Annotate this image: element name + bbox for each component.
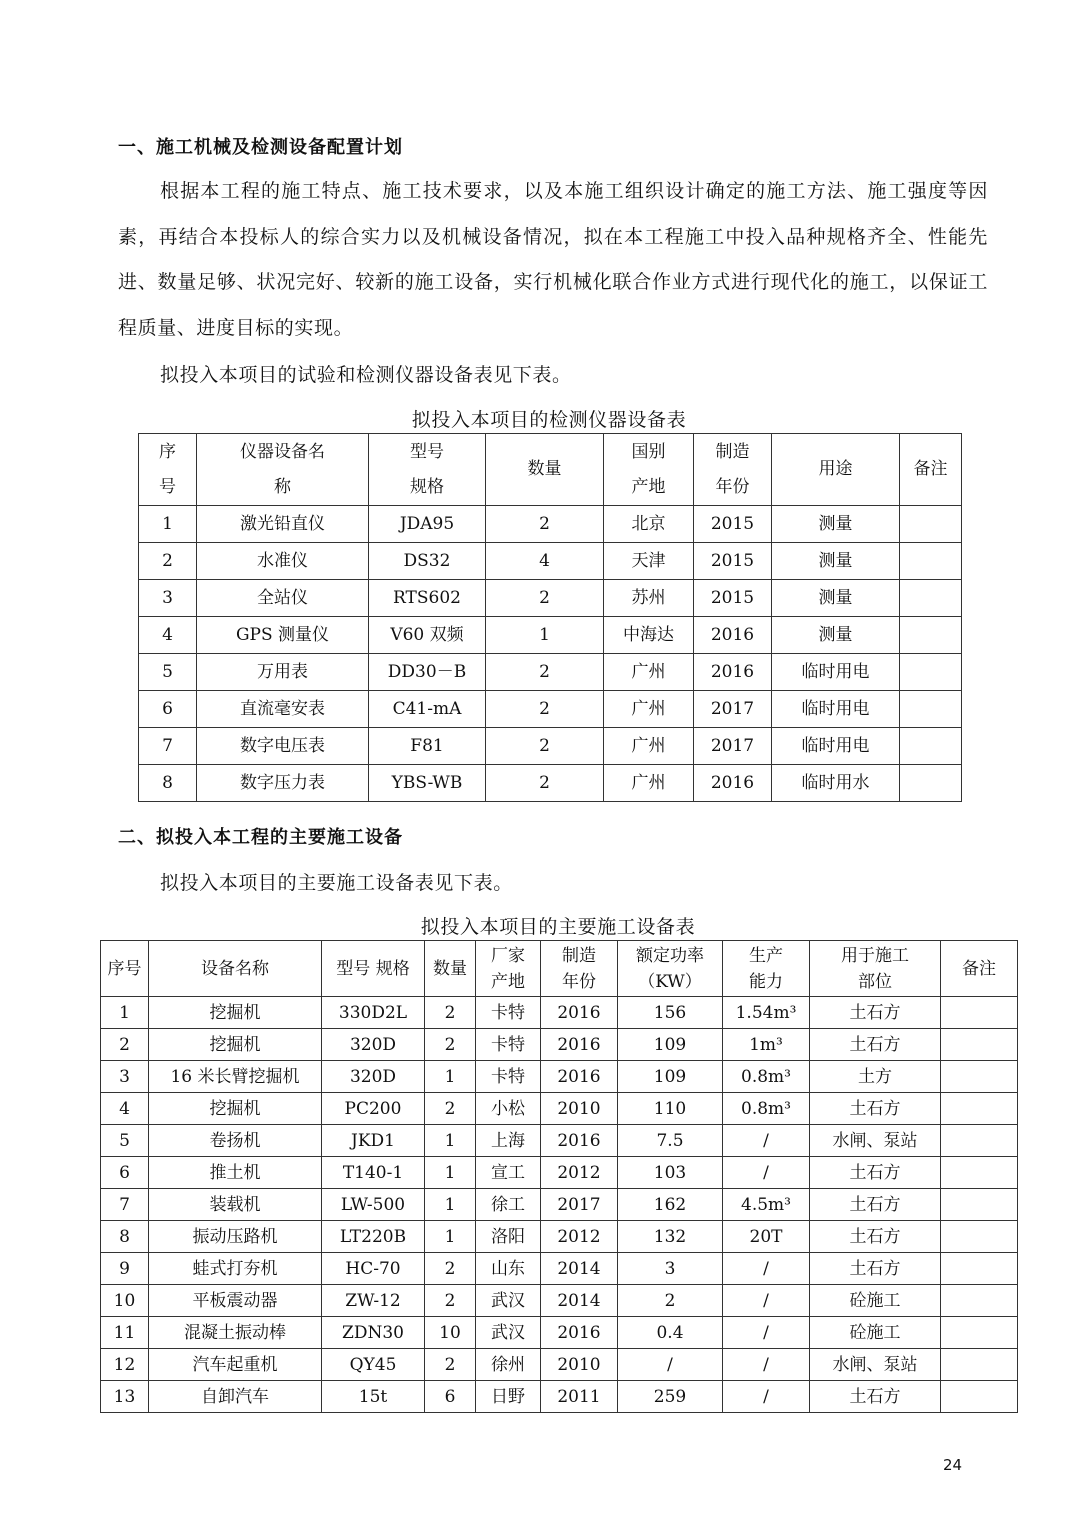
table1-cell [900, 765, 962, 802]
table2-cell: T140-1 [322, 1157, 425, 1189]
table2-cell: 砼施工 [810, 1317, 941, 1349]
table2-cell: 110 [618, 1093, 723, 1125]
table2-cell: 上海 [476, 1125, 541, 1157]
table2-cell: 109 [618, 1029, 723, 1061]
table1-cell: C41-mA [369, 691, 486, 728]
page-number: 24 [943, 1456, 963, 1474]
table2-cell: 11 [101, 1317, 149, 1349]
table1-cell: 广州 [604, 765, 694, 802]
table1-header-cell: 制造年份 [694, 434, 772, 506]
table1-cell: JDA95 [369, 506, 486, 543]
table1-cell: V60 双频 [369, 617, 486, 654]
table1-cell: 北京 [604, 506, 694, 543]
table2-cell: 土方 [810, 1061, 941, 1093]
table2-cell [941, 1221, 1018, 1253]
table2-cell: 10 [425, 1317, 476, 1349]
table1-cell: 直流毫安表 [197, 691, 369, 728]
table1-cell [900, 506, 962, 543]
table2-cell: 1 [425, 1221, 476, 1253]
table2-cell: 平板震动器 [149, 1285, 322, 1317]
construction-equipment-table [100, 940, 1018, 1413]
table1-cell: 临时用水 [772, 765, 900, 802]
table2-cell: 装载机 [149, 1189, 322, 1221]
table2-cell: 320D [322, 1061, 425, 1093]
table1-cell [900, 617, 962, 654]
table2-row [101, 1093, 1018, 1125]
table2-cell: 汽车起重机 [149, 1349, 322, 1381]
table2-cell: 水闸、泵站 [810, 1125, 941, 1157]
table2-cell: 土石方 [810, 1029, 941, 1061]
table1-header-cell: 型号规格 [369, 434, 486, 506]
table1-cell [900, 654, 962, 691]
table2-cell: 10 [101, 1285, 149, 1317]
section2-heading: 二、拟投入本工程的主要施工设备 [118, 827, 403, 848]
table2-cell [941, 1349, 1018, 1381]
table2-cell [941, 997, 1018, 1029]
table2-cell: 武汉 [476, 1285, 541, 1317]
table2-cell [941, 1317, 1018, 1349]
table2-cell: 1 [425, 1061, 476, 1093]
table2-cell: 4.5m³ [723, 1189, 810, 1221]
table2-cell: / [723, 1253, 810, 1285]
table2-header-cell: 制造年份 [541, 941, 618, 997]
table2-cell: 徐工 [476, 1189, 541, 1221]
table1-cell: 广州 [604, 728, 694, 765]
table2-cell: 土石方 [810, 1221, 941, 1253]
table1-cell [900, 580, 962, 617]
table2-row [101, 1381, 1018, 1413]
table2-cell: 3 [618, 1253, 723, 1285]
table2-cell: 259 [618, 1381, 723, 1413]
table1-row [139, 765, 962, 802]
table2-cell: 3 [101, 1061, 149, 1093]
table2-cell: 12 [101, 1349, 149, 1381]
table1-header-cell: 仪器设备名称 [197, 434, 369, 506]
table2-cell: / [723, 1285, 810, 1317]
table1-row [139, 580, 962, 617]
table2-row [101, 1189, 1018, 1221]
table2-cell: 13 [101, 1381, 149, 1413]
table2-cell: 徐州 [476, 1349, 541, 1381]
table1-cell: 万用表 [197, 654, 369, 691]
table1-cell: 测量 [772, 617, 900, 654]
table2-cell [941, 1189, 1018, 1221]
table2-cell: 卡特 [476, 997, 541, 1029]
section1-intro: 拟投入本项目的试验和检测仪器设备表见下表。 [160, 364, 572, 386]
table2-cell: 0.8m³ [723, 1093, 810, 1125]
table2-cell: / [723, 1349, 810, 1381]
table1-cell: 5 [139, 654, 197, 691]
table2-cell: 洛阳 [476, 1221, 541, 1253]
table1-cell: 2 [486, 580, 604, 617]
table2-cell: 振动压路机 [149, 1221, 322, 1253]
table2-cell [941, 1061, 1018, 1093]
table2-cell: 2 [425, 997, 476, 1029]
table1-cell: 临时用电 [772, 728, 900, 765]
table1-cell: 临时用电 [772, 654, 900, 691]
table2-cell: 土石方 [810, 997, 941, 1029]
table2-cell: 2014 [541, 1285, 618, 1317]
table2-cell: 2 [101, 1029, 149, 1061]
table1-row [139, 617, 962, 654]
table2-cell: 1m³ [723, 1029, 810, 1061]
table1-cell: 2 [486, 691, 604, 728]
table1-cell: 2 [486, 654, 604, 691]
table2-cell: 2016 [541, 1125, 618, 1157]
table1-cell: RTS602 [369, 580, 486, 617]
table1-cell: 1 [486, 617, 604, 654]
table2-cell: 109 [618, 1061, 723, 1093]
table2-cell: 山东 [476, 1253, 541, 1285]
table1-cell: 临时用电 [772, 691, 900, 728]
table2-cell: 7 [101, 1189, 149, 1221]
table1-cell: 数字电压表 [197, 728, 369, 765]
table2-cell: 7.5 [618, 1125, 723, 1157]
table2-cell: 自卸汽车 [149, 1381, 322, 1413]
table2-cell: 2017 [541, 1189, 618, 1221]
table2-cell: 15t [322, 1381, 425, 1413]
table2-header-cell: 设备名称 [149, 941, 322, 997]
table1-title: 拟投入本项目的检测仪器设备表 [411, 409, 687, 431]
table1-cell [900, 691, 962, 728]
table1-cell: DS32 [369, 543, 486, 580]
table2-cell: 2012 [541, 1157, 618, 1189]
table2-cell: 1 [425, 1125, 476, 1157]
table1-row [139, 543, 962, 580]
table1-cell: 2 [139, 543, 197, 580]
table1-header-cell: 序号 [139, 434, 197, 506]
table2-cell: 8 [101, 1221, 149, 1253]
table2-header-cell: 序号 [101, 941, 149, 997]
table2-cell: / [723, 1317, 810, 1349]
table2-cell: 土石方 [810, 1157, 941, 1189]
table2-cell: 2 [425, 1285, 476, 1317]
table2-cell: 挖掘机 [149, 997, 322, 1029]
table1-cell: 3 [139, 580, 197, 617]
table2-cell: 6 [101, 1157, 149, 1189]
table2-cell: 1 [101, 997, 149, 1029]
table2-row [101, 1317, 1018, 1349]
table2-cell: 2016 [541, 1061, 618, 1093]
table2-cell: 水闸、泵站 [810, 1349, 941, 1381]
table2-cell: 330D2L [322, 997, 425, 1029]
table2-cell: PC200 [322, 1093, 425, 1125]
table1-header-row [139, 434, 962, 506]
table1-cell: 2017 [694, 728, 772, 765]
table2-cell: 5 [101, 1125, 149, 1157]
table2-cell: 1 [425, 1157, 476, 1189]
table2-cell: 1.54m³ [723, 997, 810, 1029]
table2-cell: 土石方 [810, 1189, 941, 1221]
table1-cell: 2016 [694, 654, 772, 691]
table2-header-row [101, 941, 1018, 997]
table2-cell: 2 [425, 1253, 476, 1285]
table1-cell: 水准仪 [197, 543, 369, 580]
table2-cell: / [723, 1157, 810, 1189]
table1-cell: 2 [486, 765, 604, 802]
table1-row [139, 691, 962, 728]
table2-cell: 6 [425, 1381, 476, 1413]
table2-cell: 挖掘机 [149, 1093, 322, 1125]
table1-cell: 2015 [694, 580, 772, 617]
table2-cell: 162 [618, 1189, 723, 1221]
table1-cell: 2017 [694, 691, 772, 728]
table1-cell: 2 [486, 728, 604, 765]
table2-cell: 103 [618, 1157, 723, 1189]
table1-cell: 2016 [694, 765, 772, 802]
table2-cell [941, 1253, 1018, 1285]
table1-cell: DD30－B [369, 654, 486, 691]
table1-cell: 测量 [772, 543, 900, 580]
table2-cell: 卷扬机 [149, 1125, 322, 1157]
table1-row [139, 728, 962, 765]
table2-cell: 132 [618, 1221, 723, 1253]
table1-cell: 2 [486, 506, 604, 543]
table2-title: 拟投入本项目的主要施工设备表 [420, 916, 696, 938]
table2-cell: 2016 [541, 1317, 618, 1349]
table2-cell: 土石方 [810, 1381, 941, 1413]
table1-header-cell: 数量 [486, 434, 604, 506]
table2-cell: 0.8m³ [723, 1061, 810, 1093]
table1-cell: 4 [486, 543, 604, 580]
table2-cell: 4 [101, 1093, 149, 1125]
section1-paragraph: 根据本工程的施工特点、施工技术要求，以及本施工组织设计确定的施工方法、施工强度等因素，再结合本投标人的综合实力以及机械设备情况，拟在本工程施工中投入品种规格齐全、性能先进、数量足够、状况完好、较新的施工设备，实行机械化联合作业方式进行现代化的施工，以保证工程质量、进度目标的实现。 [118, 180, 988, 339]
table2-cell: 武汉 [476, 1317, 541, 1349]
table2-cell: 日野 [476, 1381, 541, 1413]
table2-cell [941, 1125, 1018, 1157]
table2-header-cell: 型号 规格 [322, 941, 425, 997]
table1-cell: 苏州 [604, 580, 694, 617]
table1-cell: 中海达 [604, 617, 694, 654]
table2-cell: / [723, 1381, 810, 1413]
table1-cell [900, 728, 962, 765]
table2-cell [941, 1029, 1018, 1061]
table1-cell: 8 [139, 765, 197, 802]
table2-cell: LT220B [322, 1221, 425, 1253]
table1-cell: 广州 [604, 654, 694, 691]
table1-cell: 7 [139, 728, 197, 765]
table2-cell: JKD1 [322, 1125, 425, 1157]
table1-cell: YBS-WB [369, 765, 486, 802]
table2-row [101, 1029, 1018, 1061]
table2-cell: 9 [101, 1253, 149, 1285]
table1-cell: 天津 [604, 543, 694, 580]
table2-header-cell: 厂家产地 [476, 941, 541, 997]
table2-cell: 2 [618, 1285, 723, 1317]
table2-cell: 挖掘机 [149, 1029, 322, 1061]
table2-cell: 2 [425, 1349, 476, 1381]
table2-cell: 推土机 [149, 1157, 322, 1189]
table2-header-cell: 生产能力 [723, 941, 810, 997]
table1-cell: 全站仪 [197, 580, 369, 617]
table1-cell: 2016 [694, 617, 772, 654]
table2-header-cell: 数量 [425, 941, 476, 997]
table2-cell: 2010 [541, 1093, 618, 1125]
table2-cell: / [618, 1349, 723, 1381]
table2-cell: QY45 [322, 1349, 425, 1381]
table2-cell: 土石方 [810, 1093, 941, 1125]
table2-row [101, 1349, 1018, 1381]
table2-cell [941, 1093, 1018, 1125]
table2-header-cell: 用于施工部位 [810, 941, 941, 997]
table1-cell: 1 [139, 506, 197, 543]
table2-row [101, 1061, 1018, 1093]
table2-cell: 砼施工 [810, 1285, 941, 1317]
table2-cell: 156 [618, 997, 723, 1029]
table2-cell: 20T [723, 1221, 810, 1253]
table2-cell: 0.4 [618, 1317, 723, 1349]
table1-row [139, 654, 962, 691]
table1-header-cell: 用途 [772, 434, 900, 506]
table1-cell: 4 [139, 617, 197, 654]
table2-cell: 16 米长臂挖掘机 [149, 1061, 322, 1093]
table2-cell: 混凝土振动棒 [149, 1317, 322, 1349]
table2-header-cell: 备注 [941, 941, 1018, 997]
table2-row [101, 1157, 1018, 1189]
table2-cell [941, 1285, 1018, 1317]
table2-cell: 卡特 [476, 1061, 541, 1093]
table2-cell: 2016 [541, 997, 618, 1029]
table2-row [101, 997, 1018, 1029]
table2-row [101, 1285, 1018, 1317]
table2-header-cell: 额定功率（KW） [618, 941, 723, 997]
table2-cell: 2 [425, 1093, 476, 1125]
table2-row [101, 1221, 1018, 1253]
table2-cell: ZW-12 [322, 1285, 425, 1317]
table1-cell: 2015 [694, 506, 772, 543]
table2-cell: 宣工 [476, 1157, 541, 1189]
table2-cell: 2016 [541, 1029, 618, 1061]
section1-heading: 一、施工机械及检测设备配置计划 [118, 137, 403, 158]
table2-cell: LW-500 [322, 1189, 425, 1221]
table2-cell: 2014 [541, 1253, 618, 1285]
table2-cell: / [723, 1125, 810, 1157]
table2-cell: 2010 [541, 1349, 618, 1381]
table2-cell: 卡特 [476, 1029, 541, 1061]
table2-cell: 1 [425, 1189, 476, 1221]
table1-cell: F81 [369, 728, 486, 765]
table2-row [101, 1125, 1018, 1157]
table1-cell: 数字压力表 [197, 765, 369, 802]
table2-row [101, 1253, 1018, 1285]
table1-row [139, 506, 962, 543]
table1-cell: 6 [139, 691, 197, 728]
table1-cell: 测量 [772, 506, 900, 543]
table2-cell [941, 1157, 1018, 1189]
inspection-equipment-table [138, 433, 962, 802]
table1-cell: 2015 [694, 543, 772, 580]
table2-cell: 2011 [541, 1381, 618, 1413]
table1-cell: 激光铅直仪 [197, 506, 369, 543]
table2-cell: HC-70 [322, 1253, 425, 1285]
table1-cell: 广州 [604, 691, 694, 728]
table2-cell: ZDN30 [322, 1317, 425, 1349]
table2-cell: 320D [322, 1029, 425, 1061]
table2-cell: 2012 [541, 1221, 618, 1253]
table2-cell [941, 1381, 1018, 1413]
table2-cell: 蛙式打夯机 [149, 1253, 322, 1285]
section2-intro: 拟投入本项目的主要施工设备表见下表。 [160, 872, 513, 894]
table1-cell [900, 543, 962, 580]
table1-cell: 测量 [772, 580, 900, 617]
table1-header-cell: 备注 [900, 434, 962, 506]
table2-cell: 2 [425, 1029, 476, 1061]
table2-cell: 土石方 [810, 1253, 941, 1285]
table1-header-cell: 国别产地 [604, 434, 694, 506]
table1-cell: GPS 测量仪 [197, 617, 369, 654]
table2-cell: 小松 [476, 1093, 541, 1125]
